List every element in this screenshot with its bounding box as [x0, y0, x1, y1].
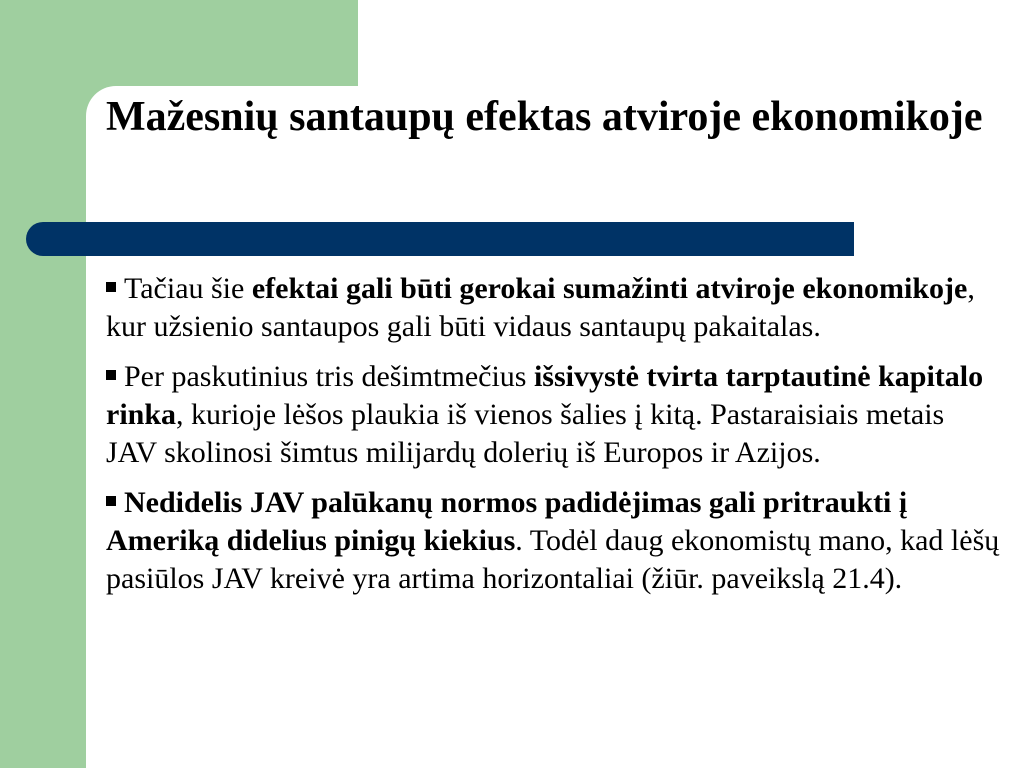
square-bullet-icon: [106, 496, 116, 506]
bullet-1-text-1: Tačiau šie: [124, 272, 252, 305]
square-bullet-icon: [106, 282, 116, 292]
bullet-3-text-1: Nedidelis JAV palūkanų normos padidėjimas gali pritraukti į Ameriką didelius pinigų kiekius: [106, 486, 908, 557]
square-bullet-icon: [106, 370, 116, 380]
bullet-item-3: [106, 484, 1001, 598]
bullet-1-text-2: efektai gali būti gerokai sumažinti atviroje ekonomikoje: [251, 272, 968, 305]
bullet-item-1: [106, 270, 1001, 346]
slide-title: Mažesnių santaupų efektas atviroje ekonomikoje: [106, 94, 983, 140]
bullet-item-2: [106, 358, 1001, 472]
title-divider-bar: [26, 222, 854, 256]
bullet-2-text-2: išsivystė tvirta tarptautinė kapitalo rinka: [106, 360, 984, 431]
bullet-2-text-3: , kurioje lėšos plaukia iš vienos šalies į kitą. Pastaraisiais metais JAV skolinosi šimtus milijardų dolerių iš Europos ir Azijos.: [106, 398, 945, 469]
slide-body: [106, 270, 1001, 610]
bullet-2-text-1: Per paskutinius tris dešimtmečius: [124, 360, 534, 393]
bullet-3-text-2: . Todėl daug ekonomistų mano, kad lėšų pasiūlos JAV kreivė yra artima horizontaliai (žiūr. paveikslą 21.4).: [106, 524, 1000, 595]
bullet-1-text-3: , kur užsienio santaupos gali būti vidaus santaupų pakaitalas.: [106, 272, 975, 343]
